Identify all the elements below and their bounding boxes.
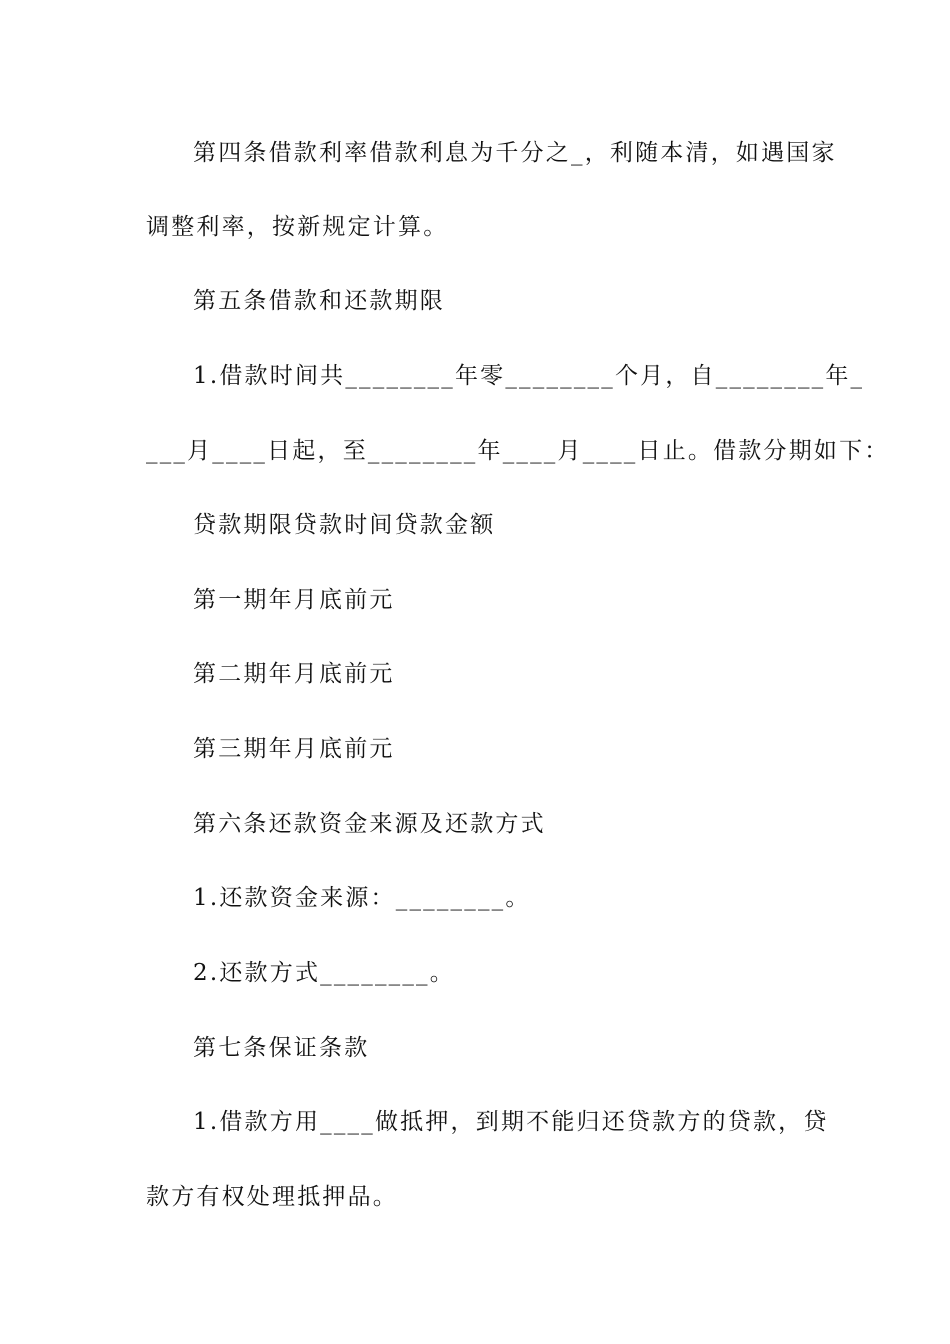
list-item: 第三期年月底前元: [193, 736, 395, 762]
paragraph-line: 第四条借款利率借款利息为千分之_，利随本清，如遇国家: [193, 140, 837, 166]
list-item: 第二期年月底前元: [193, 661, 395, 687]
paragraph-line: 调整利率，按新规定计算。: [146, 214, 449, 240]
section-heading: 第五条借款和还款期限: [193, 288, 445, 314]
paragraph-line: ___月____日起，至________年____月____日止。借款分期如下：: [146, 438, 890, 464]
section-heading: 第六条还款资金来源及还款方式: [193, 811, 546, 837]
paragraph-line: 1.借款方用____做抵押，到期不能归还贷款方的贷款，贷: [193, 1109, 829, 1135]
list-item: 1.还款资金来源：________。: [193, 885, 531, 911]
list-item: 2.还款方式________。: [193, 960, 455, 986]
paragraph-line: 1.借款时间共________年零________个月，自________年_: [193, 363, 865, 389]
list-item: 第一期年月底前元: [193, 587, 395, 613]
paragraph-line: 款方有权处理抵押品。: [146, 1184, 398, 1210]
section-heading: 第七条保证条款: [193, 1035, 370, 1061]
table-header-line: 贷款期限贷款时间贷款金额: [193, 512, 496, 538]
